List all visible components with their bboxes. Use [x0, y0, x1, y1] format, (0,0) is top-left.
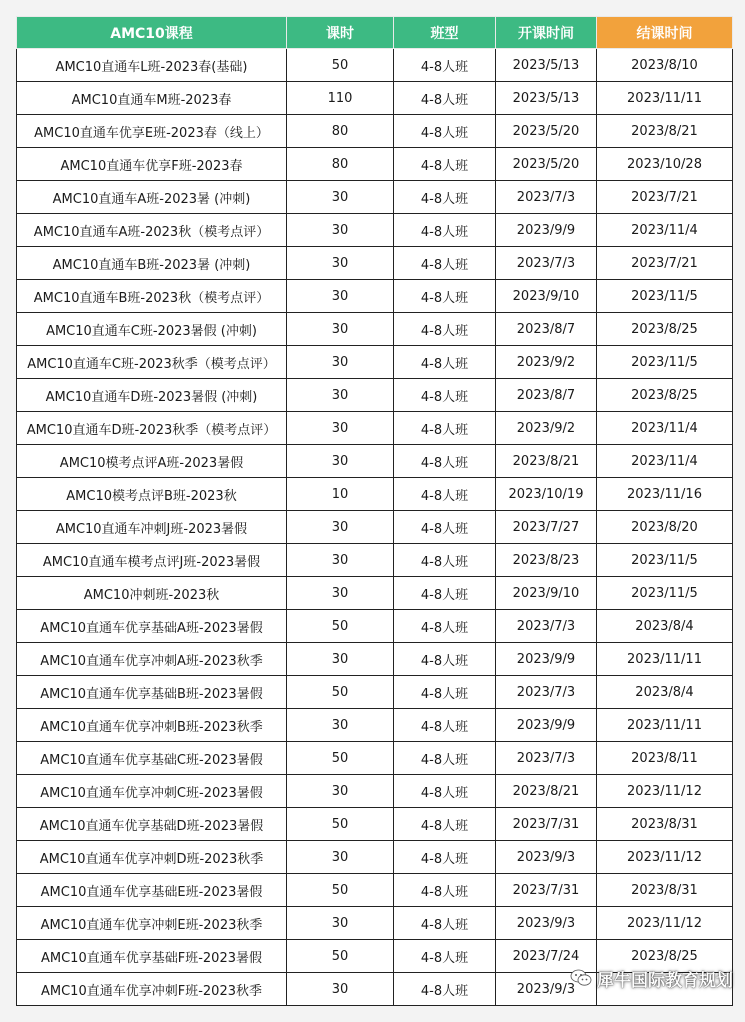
cell-course: AMC10直通车冲刺J班-2023暑假: [17, 511, 287, 544]
table-row: [17, 49, 733, 82]
cell-hours: 30: [287, 973, 394, 1006]
cell-class-type: 4-8人班: [394, 82, 496, 115]
table-body: [17, 49, 733, 1006]
table-row: [17, 181, 733, 214]
cell-class-type: 4-8人班: [394, 841, 496, 874]
cell-end-date: 2023/7/21: [597, 247, 733, 280]
table-row: [17, 115, 733, 148]
cell-end-date: 2023/8/4: [597, 610, 733, 643]
cell-end-date: 2023/8/10: [597, 49, 733, 82]
cell-start-date: 2023/7/31: [496, 874, 597, 907]
cell-start-date: 2023/7/31: [496, 808, 597, 841]
cell-course: AMC10直通车A班-2023秋（模考点评）: [17, 214, 287, 247]
cell-class-type: 4-8人班: [394, 544, 496, 577]
cell-class-type: 4-8人班: [394, 973, 496, 1006]
cell-class-type: 4-8人班: [394, 346, 496, 379]
cell-course: AMC10直通车优享基础E班-2023暑假: [17, 874, 287, 907]
cell-hours: 30: [287, 379, 394, 412]
cell-class-type: 4-8人班: [394, 214, 496, 247]
table-row: [17, 676, 733, 709]
cell-start-date: 2023/9/3: [496, 907, 597, 940]
cell-class-type: 4-8人班: [394, 181, 496, 214]
header-hours: 课时: [287, 17, 394, 49]
table-row: [17, 808, 733, 841]
cell-hours: 30: [287, 907, 394, 940]
cell-hours: 30: [287, 841, 394, 874]
cell-end-date: 2023/11/5: [597, 280, 733, 313]
cell-class-type: 4-8人班: [394, 874, 496, 907]
cell-start-date: 2023/7/27: [496, 511, 597, 544]
cell-end-date: 2023/8/11: [597, 742, 733, 775]
cell-hours: 30: [287, 412, 394, 445]
cell-end-date: 2023/11/4: [597, 445, 733, 478]
cell-end-date: 2023/11/5: [597, 544, 733, 577]
cell-hours: 30: [287, 247, 394, 280]
cell-class-type: 4-8人班: [394, 280, 496, 313]
cell-start-date: 2023/7/24: [496, 940, 597, 973]
cell-class-type: 4-8人班: [394, 709, 496, 742]
cell-start-date: 2023/7/3: [496, 610, 597, 643]
cell-start-date: 2023/9/2: [496, 346, 597, 379]
cell-class-type: 4-8人班: [394, 643, 496, 676]
cell-end-date: 2023/8/25: [597, 379, 733, 412]
cell-hours: 30: [287, 181, 394, 214]
cell-class-type: 4-8人班: [394, 247, 496, 280]
cell-course: AMC10直通车优享基础B班-2023暑假: [17, 676, 287, 709]
cell-course: AMC10模考点评B班-2023秋: [17, 478, 287, 511]
cell-class-type: 4-8人班: [394, 148, 496, 181]
table-row: [17, 907, 733, 940]
header-start-date: 开课时间: [496, 17, 597, 49]
cell-hours: 30: [287, 577, 394, 610]
cell-course: AMC10直通车优享基础A班-2023暑假: [17, 610, 287, 643]
course-schedule-table: [16, 16, 733, 1006]
cell-class-type: 4-8人班: [394, 478, 496, 511]
cell-start-date: 2023/5/20: [496, 115, 597, 148]
cell-course: AMC10直通车优享冲刺D班-2023秋季: [17, 841, 287, 874]
cell-end-date: 2023/8/25: [597, 313, 733, 346]
cell-hours: 10: [287, 478, 394, 511]
cell-hours: 110: [287, 82, 394, 115]
table-row: [17, 643, 733, 676]
cell-start-date: 2023/7/3: [496, 181, 597, 214]
cell-course: AMC10直通车B班-2023秋（模考点评）: [17, 280, 287, 313]
cell-hours: 50: [287, 940, 394, 973]
cell-start-date: 2023/8/21: [496, 445, 597, 478]
cell-end-date: [597, 973, 733, 1006]
cell-course: AMC10直通车优享E班-2023春（线上）: [17, 115, 287, 148]
table-row: [17, 940, 733, 973]
cell-class-type: 4-8人班: [394, 445, 496, 478]
cell-end-date: 2023/8/4: [597, 676, 733, 709]
cell-class-type: 4-8人班: [394, 115, 496, 148]
header-end-date: 结课时间: [597, 17, 733, 49]
table-row: [17, 445, 733, 478]
cell-end-date: 2023/11/16: [597, 478, 733, 511]
cell-end-date: 2023/11/4: [597, 412, 733, 445]
cell-start-date: 2023/5/20: [496, 148, 597, 181]
cell-start-date: 2023/9/3: [496, 973, 597, 1006]
cell-course: AMC10直通车优享F班-2023春: [17, 148, 287, 181]
cell-hours: 80: [287, 115, 394, 148]
table-row: [17, 313, 733, 346]
cell-start-date: 2023/9/3: [496, 841, 597, 874]
cell-start-date: 2023/5/13: [496, 82, 597, 115]
cell-end-date: 2023/7/21: [597, 181, 733, 214]
cell-course: AMC10直通车优享冲刺E班-2023秋季: [17, 907, 287, 940]
cell-end-date: 2023/11/11: [597, 643, 733, 676]
cell-hours: 30: [287, 544, 394, 577]
cell-class-type: 4-8人班: [394, 610, 496, 643]
cell-hours: 30: [287, 709, 394, 742]
table-row: [17, 973, 733, 1006]
table-row: [17, 874, 733, 907]
cell-start-date: 2023/9/9: [496, 643, 597, 676]
cell-end-date: 2023/11/11: [597, 709, 733, 742]
cell-course: AMC10直通车优享冲刺B班-2023秋季: [17, 709, 287, 742]
cell-class-type: 4-8人班: [394, 907, 496, 940]
table-row: [17, 610, 733, 643]
cell-start-date: 2023/10/19: [496, 478, 597, 511]
table-row: [17, 148, 733, 181]
cell-end-date: 2023/11/4: [597, 214, 733, 247]
cell-course: AMC10直通车D班-2023秋季（模考点评）: [17, 412, 287, 445]
cell-course: AMC10直通车B班-2023暑 (冲刺): [17, 247, 287, 280]
cell-course: AMC10直通车优享冲刺C班-2023暑假: [17, 775, 287, 808]
cell-course: AMC10直通车模考点评J班-2023暑假: [17, 544, 287, 577]
cell-end-date: 2023/11/5: [597, 577, 733, 610]
cell-end-date: 2023/11/11: [597, 82, 733, 115]
cell-start-date: 2023/9/9: [496, 214, 597, 247]
cell-hours: 50: [287, 742, 394, 775]
cell-end-date: 2023/8/21: [597, 115, 733, 148]
cell-hours: 50: [287, 49, 394, 82]
cell-class-type: 4-8人班: [394, 49, 496, 82]
cell-start-date: 2023/9/9: [496, 709, 597, 742]
cell-hours: 80: [287, 148, 394, 181]
cell-class-type: 4-8人班: [394, 676, 496, 709]
cell-course: AMC10直通车C班-2023秋季（模考点评）: [17, 346, 287, 379]
cell-class-type: 4-8人班: [394, 313, 496, 346]
header-class-type: 班型: [394, 17, 496, 49]
cell-course: AMC10冲刺班-2023秋: [17, 577, 287, 610]
cell-start-date: 2023/8/21: [496, 775, 597, 808]
cell-course: AMC10直通车L班-2023春(基础): [17, 49, 287, 82]
cell-course: AMC10直通车优享基础F班-2023暑假: [17, 940, 287, 973]
cell-start-date: 2023/9/10: [496, 280, 597, 313]
cell-class-type: 4-8人班: [394, 775, 496, 808]
cell-hours: 30: [287, 214, 394, 247]
cell-hours: 50: [287, 874, 394, 907]
cell-start-date: 2023/7/3: [496, 742, 597, 775]
table-row: [17, 247, 733, 280]
cell-course: AMC10直通车D班-2023暑假 (冲刺): [17, 379, 287, 412]
cell-course: AMC10直通车优享基础C班-2023暑假: [17, 742, 287, 775]
table-row: [17, 379, 733, 412]
table-row: [17, 214, 733, 247]
cell-hours: 50: [287, 676, 394, 709]
cell-hours: 30: [287, 280, 394, 313]
table-row: [17, 709, 733, 742]
cell-course: AMC10直通车A班-2023暑 (冲刺): [17, 181, 287, 214]
cell-end-date: 2023/8/31: [597, 808, 733, 841]
cell-start-date: 2023/8/7: [496, 379, 597, 412]
cell-course: AMC10直通车优享冲刺F班-2023秋季: [17, 973, 287, 1006]
cell-hours: 30: [287, 445, 394, 478]
cell-course: AMC10直通车M班-2023春: [17, 82, 287, 115]
cell-start-date: 2023/8/23: [496, 544, 597, 577]
cell-hours: 30: [287, 346, 394, 379]
cell-class-type: 4-8人班: [394, 742, 496, 775]
cell-start-date: 2023/7/3: [496, 247, 597, 280]
table-row: [17, 82, 733, 115]
table-row: [17, 544, 733, 577]
cell-class-type: 4-8人班: [394, 379, 496, 412]
header-course: AMC10课程: [17, 17, 287, 49]
cell-course: AMC10直通车C班-2023暑假 (冲刺): [17, 313, 287, 346]
table-row: [17, 412, 733, 445]
table-header-row: [17, 17, 733, 49]
cell-end-date: 2023/8/20: [597, 511, 733, 544]
cell-course: AMC10直通车优享基础D班-2023暑假: [17, 808, 287, 841]
cell-class-type: 4-8人班: [394, 808, 496, 841]
cell-end-date: 2023/11/12: [597, 841, 733, 874]
table-row: [17, 775, 733, 808]
table-row: [17, 577, 733, 610]
cell-end-date: 2023/11/5: [597, 346, 733, 379]
cell-start-date: 2023/8/7: [496, 313, 597, 346]
cell-class-type: 4-8人班: [394, 577, 496, 610]
cell-class-type: 4-8人班: [394, 412, 496, 445]
cell-end-date: 2023/11/12: [597, 775, 733, 808]
cell-hours: 30: [287, 775, 394, 808]
cell-start-date: 2023/9/10: [496, 577, 597, 610]
cell-start-date: 2023/5/13: [496, 49, 597, 82]
cell-start-date: 2023/7/3: [496, 676, 597, 709]
table-row: [17, 841, 733, 874]
cell-hours: 30: [287, 313, 394, 346]
cell-class-type: 4-8人班: [394, 511, 496, 544]
cell-hours: 50: [287, 610, 394, 643]
table-row: [17, 478, 733, 511]
cell-course: AMC10直通车优享冲刺A班-2023秋季: [17, 643, 287, 676]
table-row: [17, 511, 733, 544]
cell-end-date: 2023/10/28: [597, 148, 733, 181]
table-row: [17, 346, 733, 379]
cell-class-type: 4-8人班: [394, 940, 496, 973]
table-row: [17, 280, 733, 313]
cell-hours: 50: [287, 808, 394, 841]
cell-hours: 30: [287, 511, 394, 544]
cell-end-date: 2023/8/31: [597, 874, 733, 907]
watermark-text: 犀牛国际教育规划: [597, 970, 733, 991]
cell-hours: 30: [287, 643, 394, 676]
cell-start-date: 2023/9/2: [496, 412, 597, 445]
cell-end-date: 2023/8/25: [597, 940, 733, 973]
table-row: [17, 742, 733, 775]
cell-end-date: 2023/11/12: [597, 907, 733, 940]
cell-course: AMC10模考点评A班-2023暑假: [17, 445, 287, 478]
